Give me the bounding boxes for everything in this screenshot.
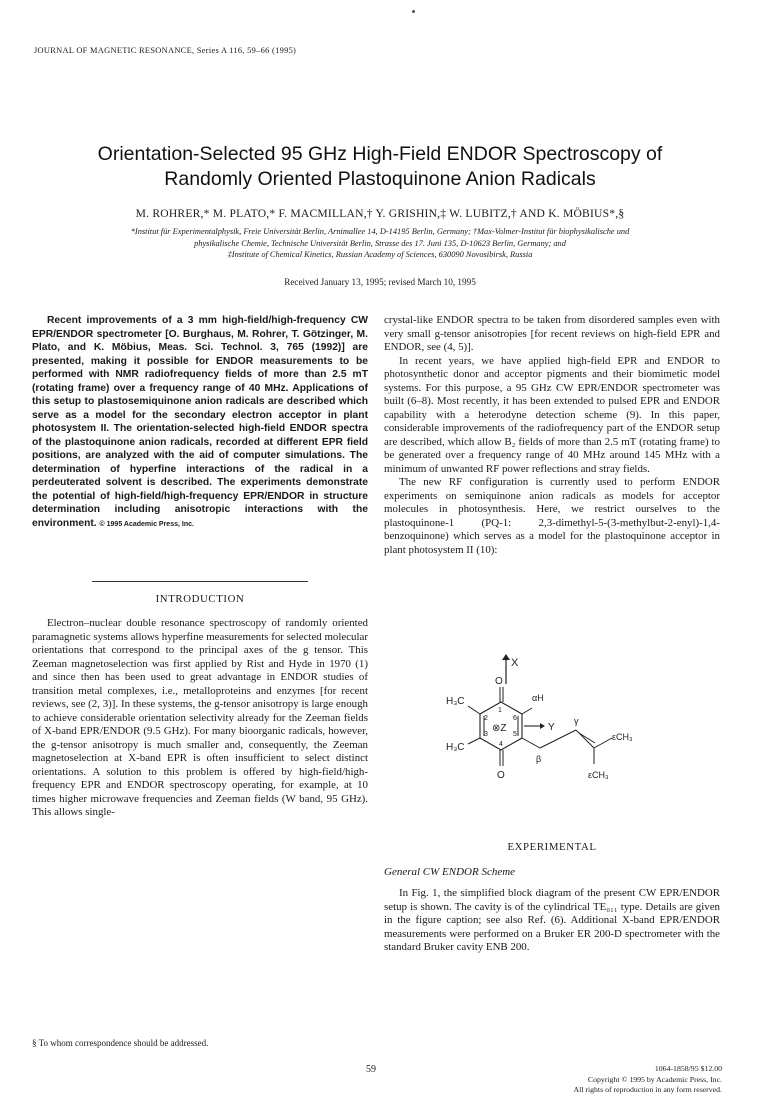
- page-number: 59: [366, 1064, 376, 1075]
- author-list: M. ROHRER,* M. PLATO,* F. MACMILLAN,† Y. GRISHIN,‡ W. LUBITZ,† AND K. MÖBIUS*,§: [135, 207, 625, 220]
- copyright-line-3: All rights of reproduction in any form reserved.: [573, 1085, 722, 1094]
- epsilon-methyl-2: εCH₃: [588, 770, 609, 780]
- oxygen-bottom: O: [497, 770, 505, 781]
- oxygen-top: O: [495, 676, 503, 687]
- ring-number-2: 2: [484, 715, 488, 722]
- paragraph-2: In recent years, we have applied high-field EPR and ENDOR to photosynthetic donor and acceptor pigments and their biomimetic model systems. For this purpose, a 95 GHz CW EPR/ENDOR spectrometer was built (6–8). Most recently, it has been extended to pulsed EPR and ENDOR capability with a heterodyne detection scheme (9). In this paper, considerable improvements of the radiofrequency part of the ENDOR setup are described, which allow B₂ fields of more than 2.5 mT (rotating frame) to be generated over a frequency range of 40 MHz around 145 MHz with a minimum of unwanted RF power reflections and stray fields.: [384, 354, 720, 475]
- copyright-line-2: Copyright © 1995 by Academic Press, Inc.: [587, 1074, 722, 1084]
- epsilon-methyl-1: εCH₃: [612, 732, 633, 742]
- ring-number-4: 4: [499, 741, 503, 748]
- x-axis-label: X: [511, 657, 519, 669]
- alpha-h-bond: [522, 708, 532, 714]
- y-axis-label: Y: [548, 722, 555, 733]
- ring-number-1: 1: [498, 707, 502, 714]
- ring-number-6: 6: [513, 715, 517, 722]
- x-axis-arrowhead: [502, 654, 510, 660]
- abstract-copyright: © 1995 Academic Press, Inc.: [99, 520, 194, 528]
- side-chain-bond-1: [522, 738, 540, 748]
- paper-title: [40, 142, 720, 192]
- methyl-bond-bottom: [468, 738, 480, 744]
- paragraph-1: crystal-like ENDOR spectra to be taken from disordered samples even with very small g-tensor anisotropies [for recent reviews on high-field EPR and ENDOR, see (4, 5)].: [384, 314, 720, 353]
- plastoquinone-structure: [444, 654, 674, 804]
- received-dates: Received January 13, 1995; revised March 10, 1995: [284, 277, 476, 287]
- introduction-body: [32, 617, 368, 820]
- methyl-bottom-label: H₃C: [446, 742, 465, 753]
- y-axis-arrowhead: [540, 723, 545, 729]
- abstract: [32, 314, 368, 531]
- ring-number-3: 3: [484, 731, 488, 738]
- right-column-body: [384, 314, 720, 557]
- methyl-top-label: H₃C: [446, 696, 465, 707]
- copyright-block: [520, 1064, 722, 1096]
- gamma-label: γ: [574, 716, 579, 726]
- affiliation-line-1: *Institut für Experimentalphysik, Freie Universität Berlin, Arnimallee 14, D-14195 Berlin, Germany; †Max-Volmer-Institut für biophysikalische und: [130, 227, 630, 236]
- footnote: § To whom correspondence should be addressed.: [32, 1038, 209, 1048]
- copyright-line-1: 1064-1858/95 $12.00: [654, 1064, 722, 1073]
- paragraph-3: The new RF configuration is currently used to perform ENDOR experiments on semiquinone anion radicals as models for acceptor molecules in photosynthesis. Here, we restrict ourselves to the plastoquinone-1 (PQ-1: 2,3-dimethyl-5-(3-methylbut-2-enyl)-1,4-benzoquinone) which serves as a model for the plastoquinone acceptor in plant photosystem II (10):: [384, 476, 720, 556]
- experimental-heading: EXPERIMENTAL: [507, 841, 597, 853]
- affiliations: [52, 226, 708, 261]
- title-line-2: Randomly Oriented Plastoquinone Anion Radicals: [164, 168, 596, 190]
- beta-label: β: [536, 754, 542, 764]
- title-line-1: Orientation-Selected 95 GHz High-Field ENDOR Spectroscopy of: [97, 143, 663, 165]
- affiliation-line-2: physikalische Chemie, Technische Universität Berlin, Strasse des 17. Juni 135, D-10623 Berlin, Germany; and: [194, 238, 566, 248]
- affiliation-line-3: ‡Institute of Chemical Kinetics, Russian Academy of Sciences, 630090 Novosibirsk, Russia: [227, 250, 533, 259]
- abstract-text: Recent improvements of a 3 mm high-field/high-frequency CW EPR/ENDOR spectrometer [O. Burghaus, M. Rohrer, T. Götzinger, M. Plato, and K. Möbius, Meas. Sci. Technol. 3, 765 (1992)] are presented, making it possible for ENDOR measurements to be performed with NMR radiofrequency fields of more than 2.5 mT (rotating frame) over a frequency range of 40 MHz. Applications of this setup to plastosemiquinone anion radicals are described which serve as a model for the secondary electron acceptor in plant photosystem II. The orientation-selected high-field ENDOR spectra of the plastoquinone anion radicals, recorded at different EPR field positions, are analyzed with the aid of computer simulations. The determination of hyperfine interactions of the radical in a perdeuterated solvent is described. The experiments demonstrate the potential of high-field/high-frequency EPR/ENDOR in structure determination including anisotropic interactions with the environment.: [32, 315, 368, 529]
- ring-number-5: 5: [513, 731, 517, 738]
- side-chain-bond-3: [594, 738, 612, 748]
- z-axis-label: ⊗Z: [492, 723, 507, 734]
- experimental-paragraph: In Fig. 1, the simplified block diagram of the present CW EPR/ENDOR setup is shown. The cavity is of the cylindrical TE₀₁₁ type. Details are given in the figure caption; see also Ref. (6). Additional X-band EPR/ENDOR measurements were performed on a Bruker ER 200-D spectrometer with the standard Bruker cavity ENB 200.: [384, 887, 720, 953]
- speck: [412, 10, 415, 13]
- side-chain-bond-2: [540, 730, 576, 748]
- methyl-bond-top: [468, 706, 480, 714]
- experimental-subheading: General CW ENDOR Scheme: [384, 866, 516, 878]
- section-divider: [92, 581, 308, 582]
- alpha-h-label: αH: [532, 693, 544, 703]
- introduction-heading: INTRODUCTION: [155, 593, 245, 605]
- introduction-paragraph: Electron–nuclear double resonance spectroscopy of randomly oriented paramagnetic systems allows hyperfine measurements for selected molecular orientations that correspond to the principal axes of the g tensor. This Zeeman magnetoselection was first applied by Rist and Hyde in 1970 (1) and since then has been used to great advantage in ENDOR studies of transition metal complexes, i.e., metalloproteins and enzymes [for recent reviews, see (2, 3)]. In these systems, the g-tensor anisotropy is large enough to achieve considerable orientation selectivity already for the Zeeman fields of X-band EPR/ENDOR (9.5 GHz). For many bioorganic radicals, however, the g-tensor anisotropy is much smaller and, consequently, the Zeeman magnetoselection at X-band EPR is often insufficient to select distinct orientations. A solution to this problem is offered by high-field/high-frequency EPR and ENDOR spectroscopy operating, for example, at 10 times higher microwave frequencies and Zeeman fields (W band, 95 GHz). This allows single-: [32, 617, 368, 818]
- journal-header: JOURNAL OF MAGNETIC RESONANCE, Series A 116, 59–66 (1995): [34, 46, 297, 55]
- experimental-body: [384, 887, 720, 955]
- side-chain-double-bond: [576, 730, 594, 748]
